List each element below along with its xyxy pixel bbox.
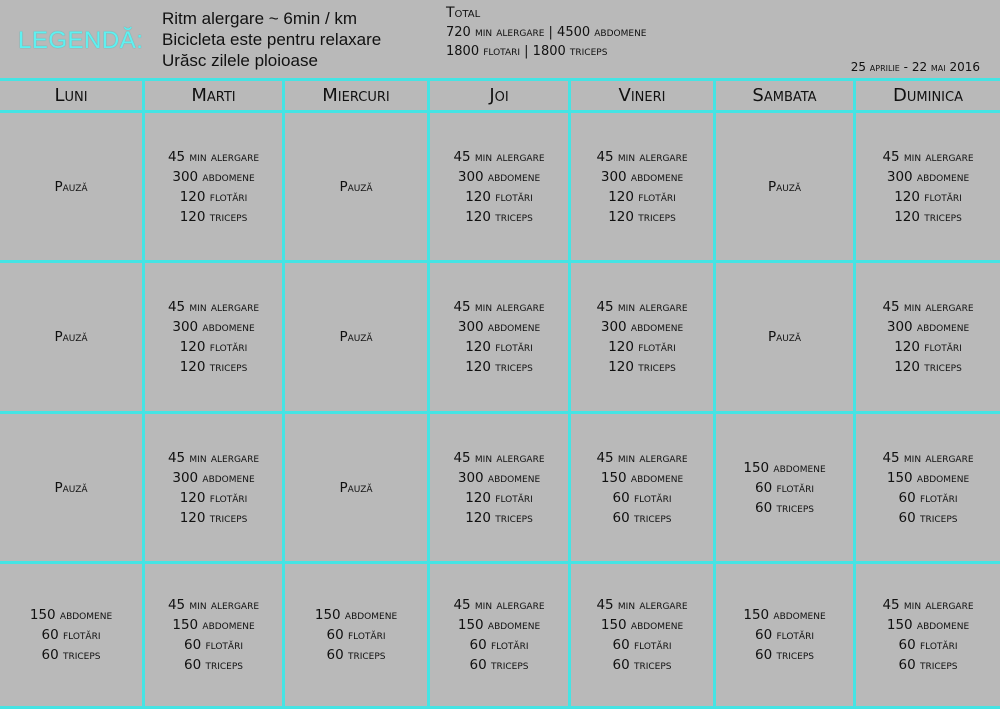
date-range: 25 aprilie - 22 mai 2016	[850, 60, 980, 74]
schedule-entry: 150 abdomene	[314, 607, 398, 623]
schedule-entry: Pauză	[54, 329, 88, 345]
schedule-cell	[285, 414, 430, 564]
schedule-cell	[285, 113, 430, 263]
schedule-entry: 120 triceps	[179, 359, 248, 375]
schedule-cell	[285, 564, 430, 709]
legend-line: Ritm alergare ~ 6min / km	[162, 9, 358, 28]
schedule-entry: Pauză	[767, 178, 802, 195]
schedule-entry: 60 flotări	[469, 637, 529, 653]
schedule-entry: 45 min alergare	[167, 449, 260, 466]
schedule-entry: 60 triceps	[469, 657, 529, 673]
legend-line: Urăsc zilele ploioase	[162, 51, 318, 70]
day-header-marti: Marti	[145, 81, 285, 113]
schedule-cell	[716, 414, 856, 564]
schedule-cell	[0, 564, 145, 709]
schedule-entry: Pauză	[54, 479, 88, 496]
schedule-entry: 60 flotări	[898, 489, 958, 506]
schedule-entry: 45 min alergare	[453, 449, 545, 466]
schedule-cell	[285, 263, 430, 414]
legend-list	[162, 8, 381, 71]
schedule-entry: 150 abdomene	[743, 459, 826, 476]
schedule-entry: 120 flotări	[179, 188, 248, 205]
schedule-cell	[571, 113, 716, 263]
schedule-entry: 150 abdomene	[886, 617, 970, 633]
schedule-entry: 300 abdomene	[600, 168, 684, 185]
schedule-entry: 300 abdomene	[172, 469, 255, 486]
day-header-luni: Luni	[0, 81, 145, 113]
total-title: Total	[446, 5, 481, 21]
schedule-entry: 60 triceps	[612, 657, 672, 673]
schedule-entry: 45 min alergare	[453, 597, 545, 613]
schedule-entry: 300 abdomene	[886, 168, 970, 185]
schedule-entry: Pauză	[339, 329, 373, 345]
schedule-entry: 45 min alergare	[167, 597, 260, 613]
schedule-entry: 120 triceps	[179, 509, 248, 526]
schedule-table	[0, 78, 1000, 706]
day-header-sambata: Sambata	[716, 81, 856, 113]
schedule-cell	[571, 263, 716, 414]
schedule-entry: 300 abdomene	[172, 319, 255, 335]
schedule-entry: 120 flotări	[894, 188, 962, 205]
schedule-entry: 60 triceps	[755, 647, 814, 663]
schedule-entry: 45 min alergare	[167, 299, 260, 315]
schedule-cell	[0, 263, 145, 414]
schedule-entry: 120 flotări	[179, 339, 248, 355]
schedule-cell	[856, 263, 1000, 414]
schedule-entry: 45 min alergare	[453, 148, 545, 165]
day-header-joi: Joi	[430, 81, 571, 113]
schedule-entry: 60 triceps	[41, 647, 101, 663]
schedule-entry: 45 min alergare	[453, 299, 545, 315]
schedule-entry: 120 triceps	[894, 208, 962, 225]
schedule-cell	[145, 263, 285, 414]
schedule-entry: Pauză	[339, 178, 373, 195]
schedule-entry: Pauză	[339, 479, 373, 496]
total-line-pushups-triceps: 1800 flotari | 1800 triceps	[446, 44, 608, 59]
schedule-entry: 60 triceps	[184, 657, 243, 673]
schedule-entry: 120 triceps	[465, 208, 533, 225]
schedule-cell	[145, 113, 285, 263]
schedule-entry: 120 flotări	[465, 188, 533, 205]
schedule-cell	[430, 113, 571, 263]
schedule-entry: 150 abdomene	[172, 617, 255, 633]
schedule-entry: 300 abdomene	[172, 168, 255, 185]
schedule-entry: 150 abdomene	[457, 617, 541, 633]
total-line-running-abs: 720 min alergare | 4500 abdomene	[446, 25, 647, 40]
schedule-entry: 120 flotări	[608, 339, 676, 355]
day-header-vineri: Vineri	[571, 81, 716, 113]
schedule-entry: 300 abdomene	[457, 319, 541, 335]
schedule-cell	[430, 414, 571, 564]
schedule-entry: 60 flotări	[612, 637, 672, 653]
schedule-cell	[716, 113, 856, 263]
schedule-entry: 300 abdomene	[886, 319, 970, 335]
total-summary	[446, 4, 647, 61]
schedule-entry: 60 triceps	[898, 657, 958, 673]
schedule-cell	[856, 414, 1000, 564]
schedule-entry: 120 triceps	[465, 359, 533, 375]
schedule-entry: 120 triceps	[608, 208, 676, 225]
schedule-entry: 60 triceps	[755, 499, 814, 516]
schedule-entry: 45 min alergare	[596, 148, 688, 165]
schedule-entry: 120 triceps	[179, 208, 248, 225]
schedule-entry: 300 abdomene	[600, 319, 684, 335]
schedule-entry: 120 flotări	[465, 489, 533, 506]
schedule-entry: 60 flotări	[326, 627, 386, 643]
schedule-entry: 45 min alergare	[882, 449, 974, 466]
schedule-entry: 120 flotări	[179, 489, 248, 506]
schedule-cell	[145, 414, 285, 564]
schedule-entry: 60 flotări	[898, 637, 958, 653]
schedule-entry: 45 min alergare	[167, 148, 260, 165]
schedule-entry: 120 triceps	[465, 509, 533, 526]
schedule-cell	[0, 414, 145, 564]
schedule-entry: 120 flotări	[465, 339, 533, 355]
schedule-entry: 60 flotări	[184, 637, 243, 653]
schedule-cell	[430, 564, 571, 709]
schedule-entry: 45 min alergare	[596, 299, 688, 315]
schedule-entry: 150 abdomene	[600, 469, 684, 486]
legend-title: LEGENDĂ:	[18, 27, 144, 54]
schedule-entry: 45 min alergare	[882, 299, 974, 315]
schedule-entry: 60 flotări	[755, 479, 814, 496]
schedule-cell	[856, 564, 1000, 709]
schedule-entry: 45 min alergare	[882, 597, 974, 613]
schedule-entry: 150 abdomene	[600, 617, 684, 633]
schedule-entry: 150 abdomene	[743, 607, 826, 623]
schedule-cell	[716, 564, 856, 709]
legend-line: Bicicleta este pentru relaxare	[162, 30, 382, 49]
schedule-entry: Pauză	[767, 329, 802, 345]
schedule-cell	[145, 564, 285, 709]
day-header-duminica: Duminica	[856, 81, 1000, 113]
schedule-entry: 45 min alergare	[596, 449, 688, 466]
schedule-entry: 45 min alergare	[596, 597, 688, 613]
schedule-cell	[571, 414, 716, 564]
schedule-entry: 120 triceps	[894, 359, 962, 375]
schedule-cell	[571, 564, 716, 709]
schedule-entry: 120 triceps	[608, 359, 676, 375]
schedule-entry: 300 abdomene	[457, 168, 541, 185]
schedule-cell	[0, 113, 145, 263]
schedule-cell	[856, 113, 1000, 263]
schedule-entry: 150 abdomene	[29, 607, 113, 623]
schedule-entry: 60 flotări	[41, 627, 101, 643]
schedule-entry: 60 triceps	[898, 509, 958, 526]
schedule-entry: Pauză	[54, 178, 88, 195]
day-header-miercuri: Miercuri	[285, 81, 430, 113]
schedule-entry: 150 abdomene	[886, 469, 970, 486]
schedule-cell	[716, 263, 856, 414]
schedule-entry: 300 abdomene	[457, 469, 541, 486]
schedule-entry: 120 flotări	[608, 188, 676, 205]
header	[0, 0, 1000, 80]
schedule-entry: 60 triceps	[326, 647, 386, 663]
schedule-entry: 60 flotări	[755, 627, 814, 643]
schedule-entry: 45 min alergare	[882, 148, 974, 165]
schedule-entry: 60 flotări	[612, 489, 672, 506]
schedule-entry: 120 flotări	[894, 339, 962, 355]
schedule-cell	[430, 263, 571, 414]
schedule-entry: 60 triceps	[612, 509, 672, 526]
